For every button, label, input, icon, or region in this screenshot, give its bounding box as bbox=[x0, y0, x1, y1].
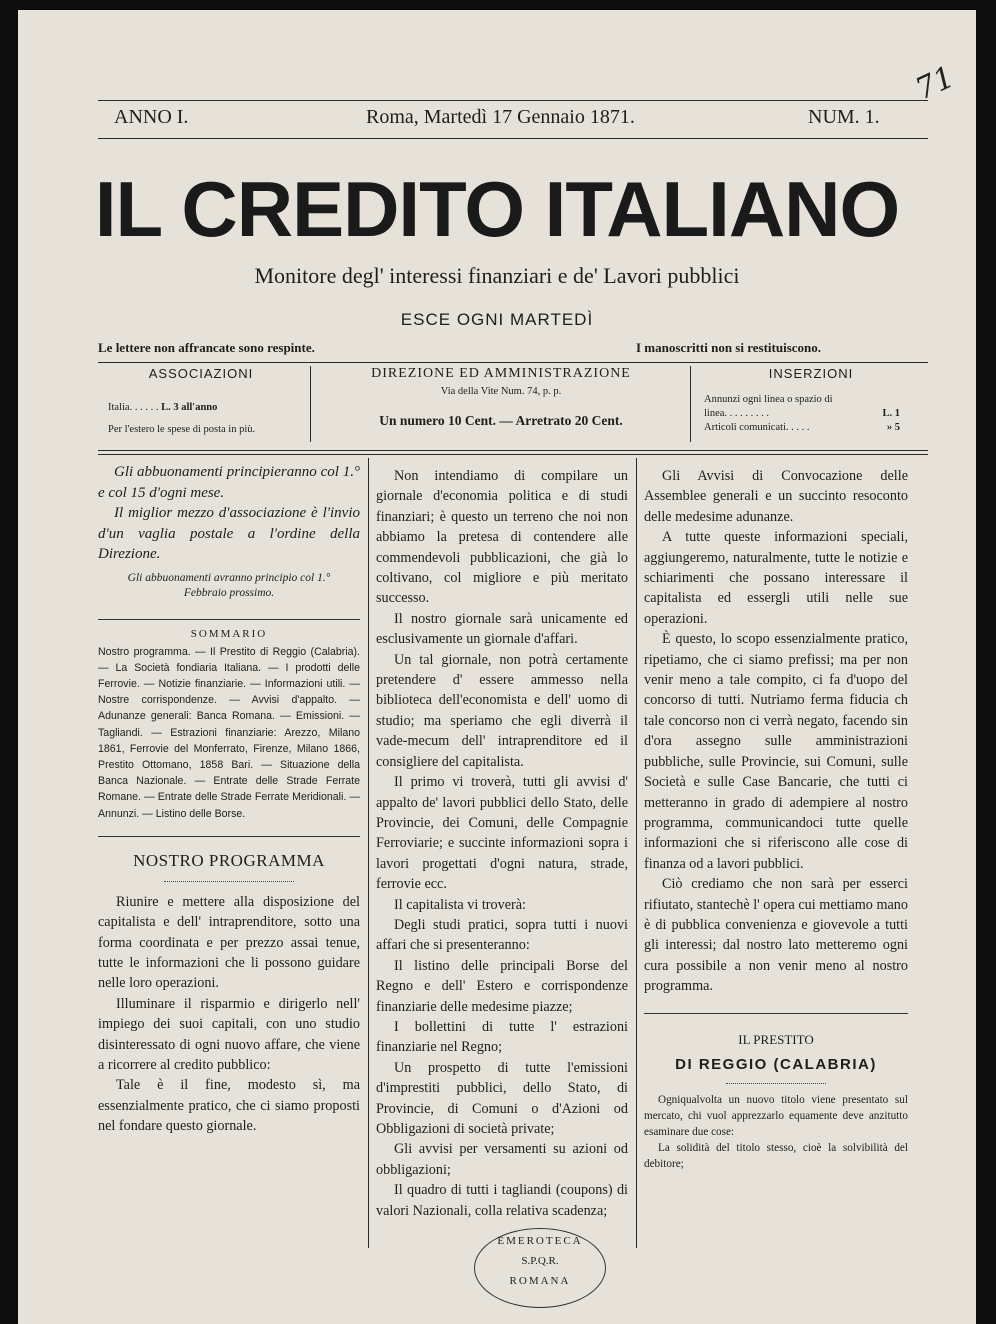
box-divider-right bbox=[690, 366, 691, 442]
stamp-middle: S.P.Q.R. bbox=[521, 1255, 559, 1267]
stamp-bottom: ROMANA bbox=[509, 1275, 571, 1287]
associazioni-italy-price: L. 3 all'anno bbox=[161, 402, 218, 413]
paragraph: Il primo vi troverà, tutti gli avvisi d' appalto de' lavori pubblici dello Stato, delle Provincie, dei Comuni, delle Compagnie Ferroviarie; e succinte informazioni sopra i lavori progettati d'ogni natura, strade, ferrovie ecc. bbox=[376, 774, 628, 893]
paragraph: Illuminare il risparmio e dirigerlo nell' impiego dei suoi capitali, con uno studio disinteressato di ogni nuovo affare, che viene a ricorrere al credito pubblico: bbox=[98, 995, 360, 1073]
section-title-programma: NOSTRO PROGRAMMA bbox=[133, 850, 325, 870]
associazioni-italy-label: Italia. . . . . . bbox=[108, 402, 159, 413]
programma-text bbox=[98, 892, 360, 1137]
newspaper-title: IL CREDITO ITALIANO bbox=[94, 165, 900, 253]
associazioni-heading: ASSOCIAZIONI bbox=[148, 366, 254, 381]
issue-date: Roma, Martedì 17 Gennaio 1871. bbox=[366, 106, 635, 128]
sommario-rule bbox=[98, 836, 360, 837]
notice-para: Gli abbuonamenti principieranno col 1.° e col 15 d'ogni mese. bbox=[98, 464, 360, 501]
issue-number: NUM. 1. bbox=[808, 106, 880, 128]
associazioni-abroad: Per l'estero le spese di posta in più. bbox=[108, 424, 256, 435]
paragraph: Gli Avvisi di Convocazione delle Assemblee generali e un succinto resoconto delle medesime adunanze. bbox=[644, 468, 908, 525]
masthead-rule bbox=[98, 362, 928, 363]
paragraph: A tutte queste informazioni speciali, aggiungeremo, naturalmente, tutte le notizie e schiarimenti che possano interessare il capitalista ed essergli utili nelle sue operazioni. bbox=[644, 529, 908, 627]
paragraph: Ciò crediamo che non sarà per esserci rifiutato, stantechè l' opera cui mettiamo mano è di pubblica convenienza e giovevole a tutti gli interessi; dal nostro lato metteremo ogni cura possibile a non venir meno al nostro programma. bbox=[644, 876, 908, 995]
sommario-text: Nostro programma. — Il Prestito di Reggio (Calabria). — La Società fondiaria Italiana. — I prodotti delle Ferrovie. — Notizie finanziarie. — Informazioni utili. — Nostre corrispondenze. — Avvisi d'appalto. — Adunanze generali: Banca Romana. — Emissioni. — Tagliandi. — Estrazioni finanziarie: Arezzo, Milano 1861, Ferrovie del Monferrato, Firenze, Milano 1866, Prestito Ottomano, 1858 Bari. — Situazione della Banca Nazionale. — Entrate delle Strade Ferrate Romane. — Entrate delle Strade Ferrate Meridionali. — Annunzi. — Listino delle Borse. bbox=[98, 645, 360, 820]
subscription-notice bbox=[98, 462, 360, 565]
paragraph: Il quadro di tutti i tagliandi (coupons) di valori Nazionali, colla relativa scadenza; bbox=[376, 1182, 628, 1219]
notice-rule bbox=[98, 619, 360, 620]
associazioni-italy bbox=[108, 402, 298, 413]
column-1 bbox=[98, 462, 360, 1137]
direzione-box bbox=[318, 366, 684, 442]
title-dots bbox=[164, 881, 294, 882]
newspaper-page bbox=[18, 10, 976, 1324]
inserzioni-line3-price: » 5 bbox=[886, 422, 900, 433]
paragraph: Degli studi pratici, sopra tutti i nuovi affari che si presenteranno: bbox=[376, 916, 628, 954]
newspaper-subtitle: Monitore degl' interessi finanziari e de' Lavori pubblici bbox=[254, 263, 740, 288]
box-divider-left bbox=[310, 366, 311, 442]
paragraph: Non intendiamo di compilare un giornale d'economia politica e di studi finanziari; è questo un terreno che noi non abbiamo la pretesa di contendere alle commendevoli pubblicazioni, che già lo coltivano, col migliore e più meritato successo. bbox=[376, 468, 628, 607]
direzione-address: Via della Vite Num. 74, p. p. bbox=[440, 386, 562, 397]
inserzioni-line1: Annunzi ogni linea o spazio di bbox=[704, 394, 833, 405]
paragraph: Il capitalista vi troverà: bbox=[394, 896, 526, 913]
paragraph: Tale è il fine, modesto sì, ma essenzialmente pratico, che ci siamo proposti nel fondare questo giornale. bbox=[98, 1077, 360, 1135]
prestito-title-1: IL PRESTITO bbox=[738, 1031, 814, 1047]
library-stamp bbox=[474, 1228, 606, 1308]
notice-small: Gli abbuonamenti avranno principio col 1.° Febbraio prossimo. bbox=[127, 571, 331, 599]
column-3-text bbox=[644, 466, 908, 997]
top-rule bbox=[98, 100, 928, 101]
paragraph: Gli avvisi per versamenti su azioni od obbligazioni; bbox=[376, 1141, 628, 1178]
column-3 bbox=[644, 466, 908, 1172]
title-dots bbox=[726, 1083, 826, 1084]
publication-schedule: ESCE OGNI MARTEDÌ bbox=[400, 310, 594, 329]
notice-para: Il miglior mezzo d'associazione è l'invio d'un vaglia postale a l'ordine della Direzione. bbox=[98, 505, 360, 562]
inserzioni-line3 bbox=[704, 422, 900, 433]
inserzioni-line2-price: L. 1 bbox=[882, 408, 900, 419]
manuscripts-notice: I manoscritti non si restituiscono. bbox=[636, 340, 822, 355]
paragraph: Il nostro giornale sarà unicamente ed esclusivamente un giornale d'affari. bbox=[376, 610, 628, 648]
inserzioni-heading: INSERZIONI bbox=[768, 366, 854, 381]
paragraph: I bollettini di tutte l' estrazioni finanziarie nel Regno; bbox=[376, 1018, 628, 1056]
paragraph: Il listino delle principali Borse del Regno e dell' Estero e corrispondenze finanziarie delle medesime piazze; bbox=[376, 957, 628, 1015]
paragraph: È questo, lo scopo essenzialmente pratico, ripetiamo, che ci siamo prefissi; ma per non venir meno a tale compito, ci fa d'uopo del concorso di tutti. Nutriamo ferma fiducia ch tale concorso non ci verrà negato, facendo sin d'ora assegno sulle amministrazioni pubbliche, sulle Provincie, sui Comuni, sulle Società e sulle Case Bancarie, che tutti ci metteranno in grado di adempiere al nostro programma, communicandoci tutte quelle informazioni che si riferiscono alle cose di finanza od a lavori pubblici. bbox=[644, 631, 908, 872]
direzione-heading: DIREZIONE ED AMMINISTRAZIONE bbox=[371, 366, 631, 381]
stamp-top: EMEROTECA bbox=[497, 1235, 583, 1247]
paragraph: Riunire e mettere alla disposizione del capitalista e dell' intraprenditore, sotto una forma coordinata e per prezzo assai tenue, tutte le informazioni che li possono guidare nelle loro operazioni. bbox=[98, 893, 360, 992]
inserzioni-line2 bbox=[704, 408, 900, 419]
header-rule bbox=[98, 138, 928, 139]
paragraph: Ogniqualvolta un nuovo titolo viene presentato sul mercato, chi vuol apprezzarlo equamente deve anzitutto esaminare due cose: bbox=[644, 1093, 908, 1138]
direzione-prices: Un numero 10 Cent. — Arretrato 20 Cent. bbox=[379, 413, 623, 428]
prestito-text bbox=[644, 1092, 908, 1172]
inserzioni-line2-label: linea. . . . . . . . . bbox=[704, 408, 770, 419]
boxes-rule-1 bbox=[98, 450, 928, 451]
column-divider-2 bbox=[636, 458, 637, 1248]
handwritten-page-number: 71 bbox=[910, 59, 960, 108]
column-divider-1 bbox=[368, 458, 369, 1248]
sommario-title: SOMMARIO bbox=[190, 627, 268, 640]
paragraph: La solidità del titolo stesso, cioè la solvibilità del debitore; bbox=[644, 1141, 908, 1170]
prestito-title-2: DI REGGIO (CALABRIA) bbox=[675, 1055, 877, 1073]
issue-year: ANNO I. bbox=[114, 106, 189, 128]
paragraph: Un prospetto di tutte l'emissioni d'imprestiti pubblici, dello Stato, di Provincie, di Comuni o d'Azioni od Obbligazioni di società private; bbox=[376, 1059, 628, 1137]
inserzioni-box bbox=[698, 366, 924, 442]
boxes-rule-2 bbox=[98, 454, 928, 455]
paragraph: Un tal giornale, non potrà certamente pretendere d' essere ammesso nella biblioteca dell'economista e dell' uomo di studio; ma speriamo che egli diverrà il vade-mecum dell' intraprenditore ed il consigliere del capitalista. bbox=[376, 651, 628, 770]
column-2 bbox=[376, 466, 628, 1221]
letters-notice: Le lettere non affrancate sono respinte. bbox=[98, 340, 315, 355]
associazioni-box bbox=[98, 366, 304, 442]
inserzioni-line3-label: Articoli comunicati. . . . . bbox=[704, 422, 810, 433]
section-rule bbox=[644, 1013, 908, 1014]
